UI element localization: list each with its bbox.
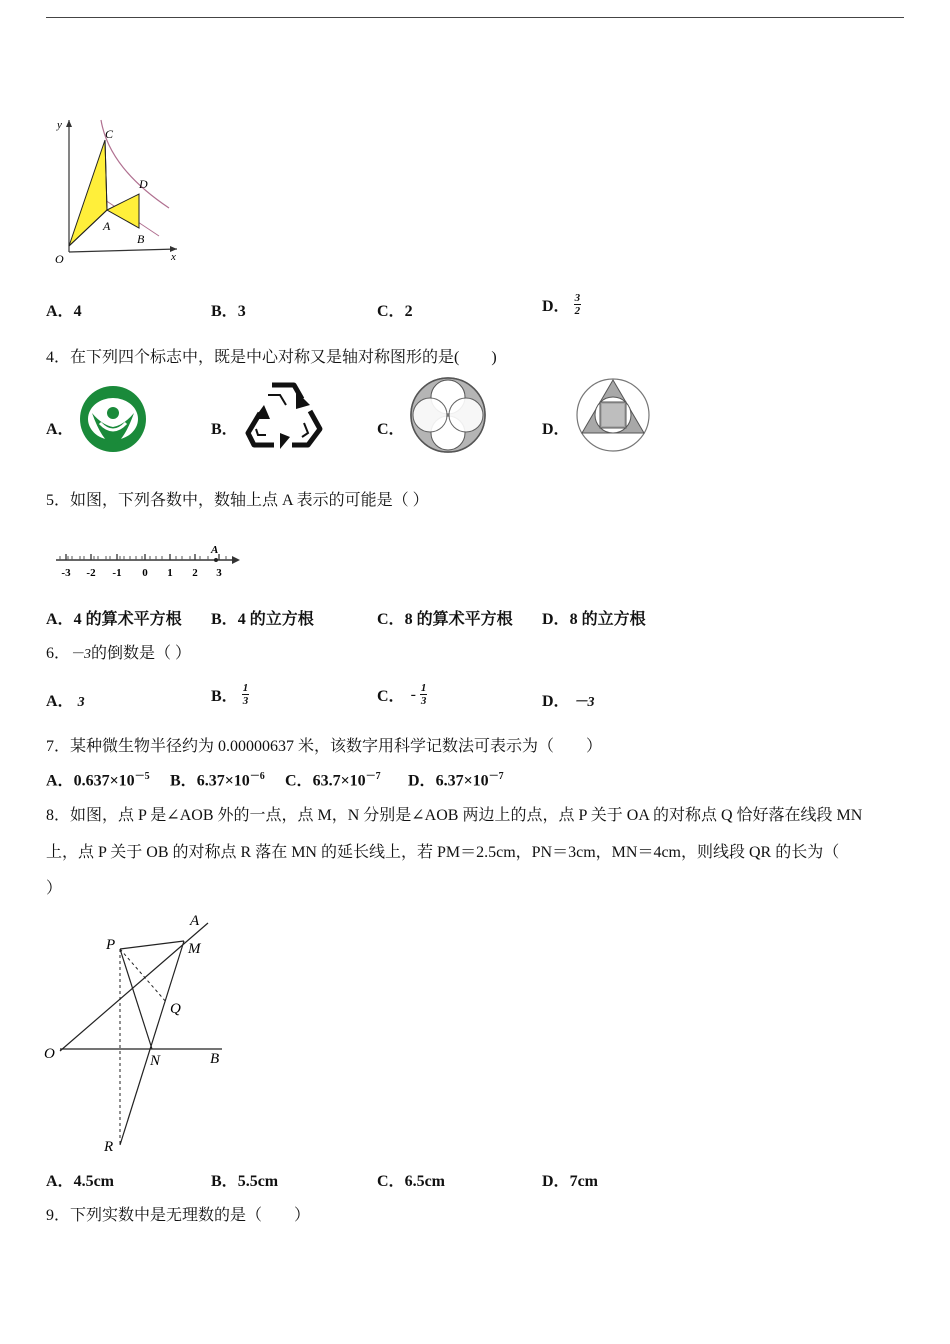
q6-option-c[interactable]: C． - $\frac{1}{3}$ xyxy=(377,682,427,707)
q5-option-b[interactable]: B．4 的立方根 xyxy=(211,611,314,628)
q8-stem-line-1: 8．如图，点 P 是∠AOB 外的一点，点 M，N 分别是∠AOB 两边上的点，点 P 关于 OA 的对称点 Q 恰好落在线段 MN xyxy=(46,807,863,824)
point-a-dot xyxy=(214,558,218,562)
tick-label: -3 xyxy=(61,567,71,579)
x-axis xyxy=(69,249,177,252)
q3-option-b[interactable]: B．3 xyxy=(211,303,246,320)
fig-label-a: A xyxy=(190,913,200,929)
segment-pm xyxy=(120,941,184,949)
green-food-logo-icon[interactable] xyxy=(78,383,148,455)
fraction: $\frac{1}{3}$ xyxy=(420,682,427,707)
q7-option-c[interactable]: C．$63.7\times 10^{-7}$ xyxy=(285,771,381,790)
q4-option-a[interactable]: A． xyxy=(46,421,74,438)
fig-label-b: B xyxy=(137,232,145,246)
fig-label-o: O xyxy=(44,1046,55,1062)
q3-option-a[interactable]: A．4 xyxy=(46,303,82,320)
q8-option-c[interactable]: C．6.5cm xyxy=(377,1173,445,1190)
q7-stem: 7．某种微生物半径约为 0.00000637 米，该数字用科学记数法可表示为（ ） xyxy=(46,738,603,755)
fig-label-c: C xyxy=(105,127,114,141)
q6-option-a[interactable]: A． 3 xyxy=(46,693,85,710)
q6-option-b[interactable]: B． $\frac{1}{3}$ xyxy=(211,682,249,707)
dashed-pq xyxy=(120,949,167,1003)
fig-label-n: N xyxy=(150,1053,161,1069)
q8-figure xyxy=(40,905,240,1155)
q3-option-d[interactable]: D． $\frac{3}{2}$ xyxy=(542,292,581,317)
tick-label: 3 xyxy=(216,567,222,579)
recycle-symbol-icon[interactable] xyxy=(244,375,324,451)
point-a-label: A xyxy=(211,544,219,556)
q7-option-a[interactable]: A．$0.637\times 10^{-5}$ xyxy=(46,771,150,790)
q3-figure xyxy=(45,112,185,270)
ray-oa xyxy=(60,923,208,1051)
number-line-figure xyxy=(50,540,260,585)
q6-stem: 6．－3的倒数是（ ） xyxy=(46,645,192,662)
q8-option-a[interactable]: A．4.5cm xyxy=(46,1173,114,1190)
q6-expression: －3 xyxy=(70,647,92,662)
fig-label-q: Q xyxy=(170,1001,181,1017)
tick-label: 2 xyxy=(192,567,198,579)
q7-option-b[interactable]: B．$6.37\times 10^{-6}$ xyxy=(170,771,265,790)
q4-option-c[interactable]: C． xyxy=(377,421,405,438)
q8-stem-line-2: 上，点 P 关于 OB 的对称点 R 落在 MN 的延长线上，若 PM＝2.5cm，PN＝3cm，MN＝4cm，则线段 QR 的长为（ xyxy=(46,844,840,861)
fig-label-r: R xyxy=(104,1139,114,1155)
triangle-abd xyxy=(107,194,139,228)
q8-stem-line-3: ） xyxy=(46,880,63,897)
tick-label: -2 xyxy=(86,567,96,579)
q8-option-b[interactable]: B．5.5cm xyxy=(211,1173,279,1190)
tick-label: -1 xyxy=(112,567,122,579)
q4-stem: 4．在下列四个标志中，既是中心对称又是轴对称图形的是( ) xyxy=(46,349,497,366)
fig-label-b: B xyxy=(210,1051,220,1067)
four-petal-circle-icon[interactable] xyxy=(408,376,488,454)
fig-label-d: D xyxy=(139,177,148,191)
top-rule xyxy=(46,17,904,18)
fig-label-m: M xyxy=(188,941,201,957)
fig-label-o: O xyxy=(55,252,64,266)
segment-pn xyxy=(120,949,152,1049)
fraction: $\frac{3}{2}$ xyxy=(574,292,581,317)
tick-label: 1 xyxy=(167,567,173,579)
q4-option-d[interactable]: D． xyxy=(542,421,570,438)
fraction: $\frac{1}{3}$ xyxy=(242,682,249,707)
triangle-oca xyxy=(69,140,107,246)
q5-option-c[interactable]: C．8 的算术平方根 xyxy=(377,611,513,628)
fig-label-x: x xyxy=(171,251,176,263)
q5-stem: 5．如图，下列各数中，数轴上点 A 表示的可能是（ ） xyxy=(46,492,429,509)
q5-option-a[interactable]: A．4 的算术平方根 xyxy=(46,611,182,628)
q5-option-d[interactable]: D．8 的立方根 xyxy=(542,611,646,628)
q8-option-d[interactable]: D．7cm xyxy=(542,1173,598,1190)
fig-label-a: A xyxy=(103,219,111,233)
tick-label: 0 xyxy=(142,567,148,579)
fig-label-p: P xyxy=(106,937,116,953)
circle-triangle-square-icon[interactable] xyxy=(574,376,652,454)
q6-option-d[interactable]: D． －3 xyxy=(542,693,595,710)
q9-stem: 9．下列实数中是无理数的是（ ） xyxy=(46,1207,311,1224)
q4-option-b[interactable]: B． xyxy=(211,421,238,438)
fig-label-y: y xyxy=(57,119,62,131)
q7-option-d[interactable]: D．$6.37\times 10^{-7}$ xyxy=(408,771,504,790)
q3-option-c[interactable]: C．2 xyxy=(377,303,413,320)
